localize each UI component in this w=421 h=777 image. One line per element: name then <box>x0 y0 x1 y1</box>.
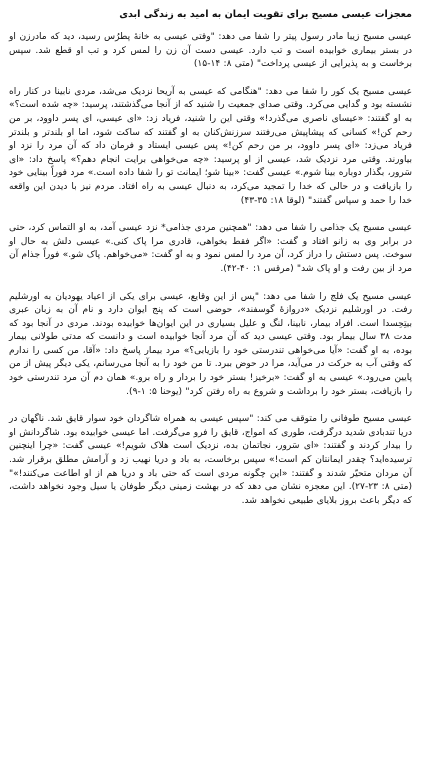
paragraph-peter-mother-in-law: عیسی مسیح زیبا مادر رسول پیتر را شفا می دهد: "وقتی عیسی به خانهٔ پطرُس رسید، دید که مادرزن او در بستر بیماری خوابیده است و تب دارد. عیسی دست آن زن را لمس کرد و تب او قطع شد. سپس برخاست و به پذیرایی از عیسی پرداخت" (متی ۸: ۱۴-۱۵) <box>9 32 412 70</box>
paragraph-paralytic: عیسی مسیح یک فلج را شفا می دهد: "پس از این وقایع، عیسی برای یکی از اعیاد یهودیان به اورشلیم رفت. در اورشلیم نزدیک «دروازهٔ گوسفند»، حوضی است که پنج ایوان دارد و نام آن به زبان عبری بیتِحِسدا است. افراد بیمار، نابینا، لنگ و علیل بسیاری در این ایوان‌ها خوابیده بودند. مردی در آنجا بود که مدت ۳۸ سال بیمار بود. وقتی عیسی دید که آن مرد آنجا خوابیده است و دانست که مدتی طولانی بیمار بوده، به او گفت: «آیا می‌خواهی تندرستی خود را بازیابی؟» مرد بیمار پاسخ داد: «آقا، من کسی را ندارم که وقتی آب به حرکت در می‌آید، مرا در حوض ببرد. تا من خود را به آنجا می‌رسانم، یکی دیگر پیش از من پایین می‌رود.» عیسی به او گفت: «برخیز! بستر خود را بردار و راه برو.» همان دم آن مرد تندرستی خود را بازیافت، بستر خود را برداشت و شروع به راه رفتن کرد" (یوحنا ۵: ۱-۹). <box>9 291 412 397</box>
paragraph-blind-man: عیسی مسیح یک کور را شفا می دهد: "هنگامی که عیسی به آریحا نزدیک می‌شد، مردی نابینا در کنار راه نشسته بود و گدایی می‌کرد. وقتی صدای جمعیت را شنید که از آنجا می‌گذشتند، پرسید: «چه شده است؟» به او گفتند: «عیسای ناصری می‌گذرد!» وقتی این را شنید، فریاد زد: «ای عیسی، ای پسر داوود، بر من رحم کن!» کسانی که پیشاپیش می‌رفتند سرزنش‌کنان به او گفتند که ساکت شود، اما او بلندتر و بلندتر فریاد می‌زد: «ای پسر داوود، بر من رحم کن!» پس عیسی ایستاد و فرمان داد که آن مرد را نزد او بیاورند. وقتی مرد نزدیک شد، عیسی از او پرسید: «چه می‌خواهی برایت انجام دهم؟» پاسخ داد: «ای سَرور، بگذار دوباره بینا شوم.» عیسی گفت: «بینا شو؛ ایمانت تو را شفا داده است.» مرد فوراً بینایی خود را بازیافت و در حالی که خدا را تمجید می‌کرد، به دنبال عیسی به راه افتاد. مردم نیز با دیدن این واقعه خدا را حمد و سپاس گفتند" (لوقا ۱۸: ۳۵-۴۳) <box>9 86 412 206</box>
paragraph-storm: عیسی مسیح طوفانی را متوقف می کند: "سپس عیسی به همراه شاگردان خود سوار قایق شد. ناگهان در دریا تندبادی شدید درگرفت، طوری که امواج، قایق را فرو می‌گرفت. اما عیسی خوابیده بود. شاگردانش او را بیدار کردند و گفتند: «ای سَرور، نجاتمان بده، نزدیک است هلاک شویم!» عیسی گفت: «چرا اینچنین ترسیده‌اید؟ چقدر ایمانتان کم است!» سپس برخاست، به باد و دریا نهیب زد و آرامش مطلق برقرار شد. آن مردان متحیّر شدند و گفتند: «این چگونه مردی است که حتی باد و دریا هم از او اطاعت می‌کنند!»" (متی ۸: ۲۳-۲۷). این معجزه نشان می دهد که در بهشت زمینی دیگر طوفان یا سیل وجود نخواهد داشت، که دیگر باعث بروز بلایای طبیعی نخواهد شد. <box>9 414 412 506</box>
document-title: معجزات عیسی مسیح برای تقویت ایمان به امید به زندگی ابدی <box>119 9 412 20</box>
paragraph-leper: عیسی مسیح یک جذامی را شفا می دهد: "همچنین مردی جذامی* نزد عیسی آمد، به او التماس کرد، حتی در برابر وی به زانو افتاد و گفت: «اگر فقط بخواهی، قادری مرا پاک کنی.» عیسی دلش به حال او سوخت. پس دستش را دراز کرد، آن مرد را لمس نمود و به او گفت: «می‌خواهم. پاک شو.» فوراً جذام آن مرد از بین رفت و او پاک شد" (مرقس ۱: ۴۰-۴۲). <box>9 223 412 274</box>
